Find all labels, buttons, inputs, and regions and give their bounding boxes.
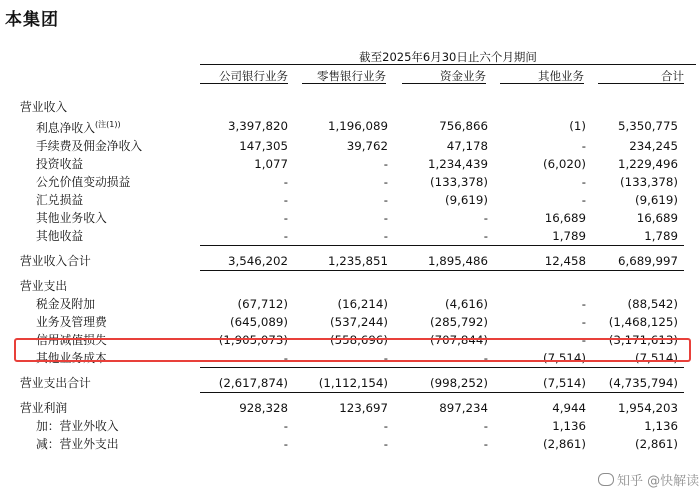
value-cell: - [283, 174, 288, 189]
value-cell: (133,378) [430, 174, 488, 189]
value-cell: - [283, 210, 288, 225]
value-cell: 1,234,439 [427, 156, 488, 171]
value-cell: (537,244) [330, 314, 388, 329]
edge-cell [684, 417, 700, 435]
value-cell: 39,762 [346, 138, 388, 153]
value-cell: 1,136 [552, 418, 586, 433]
period-rule [200, 64, 696, 65]
row-label-text: 利息净收入 [36, 120, 95, 135]
edge-cell [684, 209, 700, 227]
value-cell: - [383, 210, 388, 225]
value-cell: (558,696) [330, 332, 388, 347]
row-label [0, 227, 200, 246]
value-cell: 1,789 [494, 227, 592, 246]
value-cell: (2,861) [543, 436, 586, 451]
value-cell [494, 277, 592, 295]
value-cell: 234,245 [629, 138, 678, 153]
value-cell: - [383, 156, 388, 171]
value-cell: - [581, 314, 586, 329]
row-label [0, 252, 200, 271]
row-label-text: 投资收益 [36, 156, 84, 171]
value-cell: (9,619) [445, 192, 488, 207]
value-cell: - [383, 192, 388, 207]
edge-cell [684, 137, 700, 155]
value-cell: 1,235,851 [294, 252, 394, 271]
table-row [0, 155, 700, 173]
value-cell: (2,861) [635, 436, 678, 451]
value-cell [294, 277, 394, 295]
value-cell: (2,617,874) [200, 374, 294, 393]
column-header-treasury: 资金业务 [440, 69, 486, 83]
edge-cell [684, 155, 700, 173]
value-cell [394, 98, 494, 116]
value-cell: - [383, 418, 388, 433]
table-row [0, 116, 700, 137]
table-row [0, 137, 700, 155]
value-cell: 6,689,997 [592, 252, 684, 271]
value-cell: (1) [569, 119, 586, 134]
row-label [0, 435, 200, 453]
row-label-text: 减：营业外支出 [36, 436, 119, 451]
total-row [0, 374, 700, 393]
value-cell: (1,468,125) [608, 314, 678, 329]
row-label-text: 税金及附加 [36, 296, 95, 311]
edge-cell [684, 435, 700, 453]
table-row [0, 227, 700, 246]
edge-cell [684, 399, 700, 417]
value-cell [592, 98, 684, 116]
value-cell [200, 98, 294, 116]
row-label-text: 其他业务成本 [36, 351, 107, 366]
value-cell: (4,735,794) [592, 374, 684, 393]
total-row [0, 399, 700, 417]
table-row [0, 191, 700, 209]
column-header-retail: 零售银行业务 [317, 69, 386, 83]
value-cell: - [200, 227, 294, 246]
column-rule [200, 83, 288, 84]
edge-cell [684, 227, 700, 246]
segment-income-table [0, 98, 700, 453]
value-cell: - [581, 192, 586, 207]
row-label-text: 营业支出合计 [20, 376, 91, 391]
value-cell: (1,112,154) [294, 374, 394, 393]
watermark [598, 470, 699, 489]
value-cell: - [394, 227, 494, 246]
table-row [0, 417, 700, 435]
value-cell: - [483, 418, 488, 433]
row-label-text: 手续费及佣金净收入 [36, 138, 143, 153]
value-cell: 147,305 [239, 138, 288, 153]
value-cell: - [483, 436, 488, 451]
total-row [0, 252, 700, 271]
row-label-text: 营业利润 [20, 400, 68, 415]
table-row [0, 435, 700, 453]
table-row [0, 295, 700, 313]
table-row [0, 313, 700, 331]
row-label [0, 277, 200, 295]
value-cell: 1,229,496 [617, 156, 678, 171]
table-row [0, 209, 700, 227]
column-header-corporate: 公司银行业务 [219, 69, 288, 83]
column-header-total: 合计 [661, 69, 684, 83]
value-cell: 756,866 [439, 119, 488, 134]
row-label-text: 信用减值损失 [36, 332, 107, 347]
edge-cell [684, 374, 700, 393]
value-cell: 16,689 [544, 210, 586, 225]
row-label [0, 374, 200, 393]
value-cell: - [283, 192, 288, 207]
row-label [0, 155, 200, 173]
row-label [0, 137, 200, 155]
value-cell: 1,077 [254, 156, 288, 171]
value-cell: - [581, 138, 586, 153]
row-label [0, 295, 200, 313]
value-cell: (4,616) [445, 296, 488, 311]
value-cell: 4,944 [552, 400, 586, 415]
value-cell [394, 277, 494, 295]
edge-cell [684, 98, 700, 116]
value-cell: 16,689 [636, 210, 678, 225]
column-header-other: 其他业务 [538, 69, 584, 83]
value-cell: (9,619) [635, 192, 678, 207]
page-title: 本集团 [5, 10, 59, 30]
value-cell [494, 98, 592, 116]
row-label-text: 加：营业外收入 [36, 418, 119, 433]
value-cell: (1,905,073) [218, 332, 288, 347]
value-cell: (707,844) [430, 332, 488, 347]
value-cell: 1,954,203 [617, 400, 678, 415]
value-cell: - [294, 349, 394, 368]
column-rule [598, 83, 684, 84]
value-cell: (285,792) [430, 314, 488, 329]
section-row [0, 277, 700, 295]
row-label [0, 209, 200, 227]
highlight-box [14, 338, 691, 362]
value-cell: (88,542) [627, 296, 678, 311]
row-label [0, 173, 200, 191]
value-cell: 1,136 [644, 418, 678, 433]
value-cell: - [383, 174, 388, 189]
column-rule [402, 83, 486, 84]
value-cell: 123,697 [339, 400, 388, 415]
edge-cell [684, 313, 700, 331]
value-cell [294, 98, 394, 116]
chat-bubble-icon [598, 473, 614, 486]
value-cell: 1,196,089 [327, 119, 388, 134]
row-label-text: 营业支出 [20, 278, 68, 293]
row-label [0, 191, 200, 209]
value-cell: 928,328 [239, 400, 288, 415]
value-cell: (67,712) [237, 296, 288, 311]
value-cell: - [581, 296, 586, 311]
value-cell: 1,895,486 [394, 252, 494, 271]
watermark-text: 知乎 @快解读 [617, 474, 700, 489]
row-label-text: 营业收入合计 [20, 254, 91, 269]
value-cell: - [581, 332, 586, 347]
section-row [0, 98, 700, 116]
value-cell: - [483, 210, 488, 225]
value-cell: - [283, 418, 288, 433]
value-cell: (133,378) [620, 174, 678, 189]
value-cell: (16,214) [337, 296, 388, 311]
value-cell: (998,252) [394, 374, 494, 393]
value-cell: - [581, 174, 586, 189]
value-cell: 897,234 [439, 400, 488, 415]
value-cell: - [294, 227, 394, 246]
row-label-text: 营业收入 [20, 100, 68, 114]
value-cell [200, 277, 294, 295]
edge-cell [684, 295, 700, 313]
value-cell: (3,171,613) [608, 332, 678, 347]
row-label [0, 399, 200, 417]
row-note: (注(1)) [95, 120, 121, 129]
value-cell: (6,020) [543, 156, 586, 171]
value-cell: (7,514) [494, 349, 592, 368]
row-label-text: 其他收益 [36, 229, 84, 244]
value-cell: 47,178 [446, 138, 488, 153]
edge-cell [684, 277, 700, 295]
value-cell: 12,458 [494, 252, 592, 271]
value-cell: (7,514) [494, 374, 592, 393]
row-label-text: 其他业务收入 [36, 210, 107, 225]
row-label-text: 汇兑损益 [36, 192, 84, 207]
value-cell: 1,789 [592, 227, 684, 246]
column-rule [302, 83, 386, 84]
edge-cell [684, 173, 700, 191]
value-cell: - [394, 349, 494, 368]
row-label-text: 业务及管理费 [36, 314, 107, 329]
column-rule [500, 83, 584, 84]
value-cell: 3,397,820 [227, 119, 288, 134]
period-header: 截至2025年6月30日止六个月期间 [359, 50, 537, 64]
row-label [0, 417, 200, 435]
table-body [0, 98, 700, 453]
row-label [0, 313, 200, 331]
value-cell: 5,350,775 [617, 119, 678, 134]
value-cell [592, 277, 684, 295]
edge-cell [684, 116, 700, 137]
row-label-text: 公允价值变动损益 [36, 174, 131, 189]
value-cell: 3,546,202 [200, 252, 294, 271]
value-cell: - [283, 436, 288, 451]
value-cell: - [383, 436, 388, 451]
row-label [0, 98, 200, 116]
row-label [0, 116, 200, 137]
edge-cell [684, 252, 700, 271]
table-row [0, 173, 700, 191]
value-cell: - [200, 349, 294, 368]
value-cell: (645,089) [230, 314, 288, 329]
value-cell: (7,514) [592, 349, 684, 368]
edge-cell [684, 191, 700, 209]
